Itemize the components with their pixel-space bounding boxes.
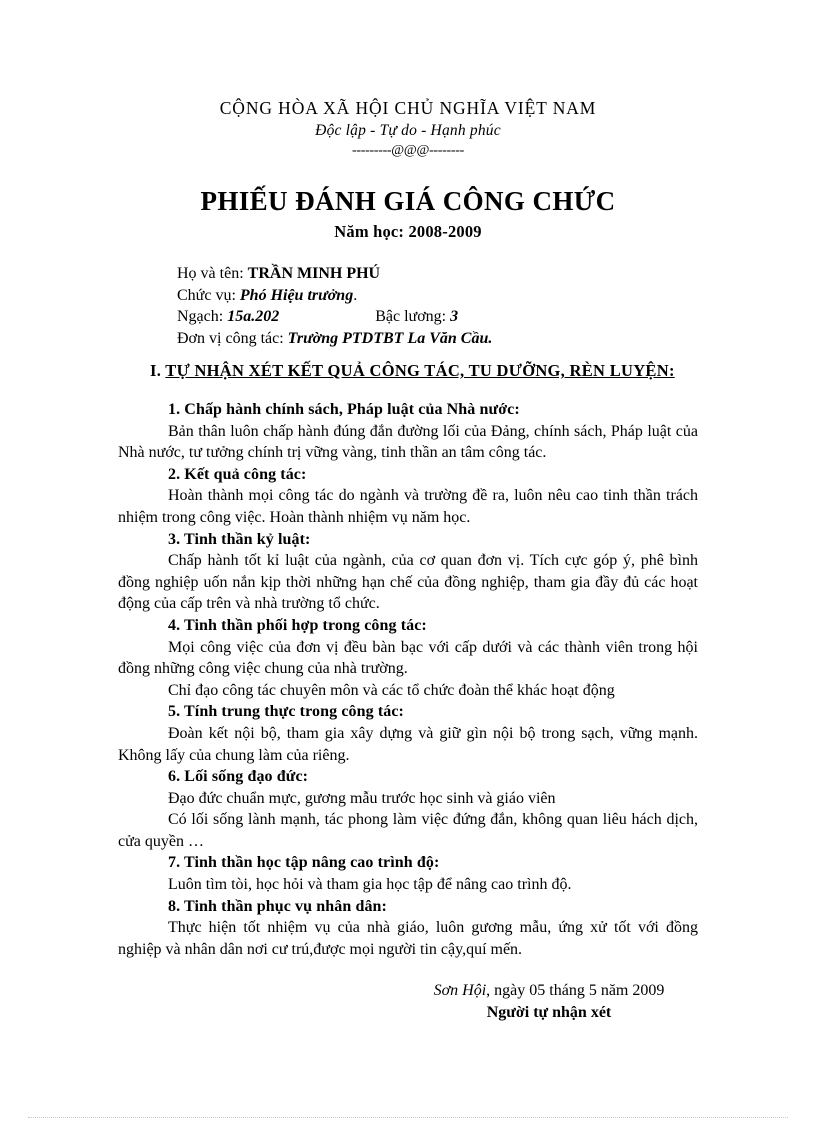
signature-place: Sơn Hội: [433, 982, 487, 999]
item-paragraph: Đoàn kết nội bộ, tham gia xây dựng và giữ gìn nội bộ trong sạch, vững mạnh. Không lấy của chung làm của riêng.: [118, 724, 698, 764]
name-value: TRẦN MINH PHÚ: [247, 265, 381, 282]
item-heading: 4. Tinh thần phối hợp trong công tác:: [168, 616, 427, 634]
item-paragraph: Luôn tìm tòi, học hỏi và tham gia học tập để nâng cao trình độ.: [168, 876, 572, 894]
document-body: [118, 399, 698, 960]
info-row-name: [177, 263, 697, 285]
item-paragraph: Bản thân luôn chấp hành đúng đắn đường lối của Đảng, chính sách, Pháp luật của Nhà nước, tư tưởng chính trị vững vàng, tinh thần an tâm công tác.: [118, 422, 698, 462]
signature-role: Người tự nhận xét: [486, 1004, 612, 1021]
unit-value: Trường PTDTBT La Văn Cầu.: [287, 329, 493, 347]
item-paragraph: Đạo đức chuẩn mực, gương mẫu trước học sinh và giáo viên: [168, 789, 556, 807]
document-header: [108, 98, 708, 160]
item-heading: 1. Chấp hành chính sách, Pháp luật của Nhà nước:: [168, 401, 520, 418]
signature-datearea: [400, 980, 698, 1002]
item-heading: 8. Tinh thần phục vụ nhân dân:: [168, 897, 387, 915]
personal-info-block: [177, 263, 697, 349]
rank-value: 15a.202: [227, 308, 280, 325]
unit-label: Đơn vị công tác:: [177, 329, 284, 347]
position-label: Chức vụ:: [177, 286, 236, 304]
page-title: PHIẾU ĐÁNH GIÁ CÔNG CHỨC: [200, 186, 616, 216]
item-paragraph: Thực hiện tốt nhiệm vụ của nhà giáo, luôn gương mẫu, ứng xử tốt với đồng nghiệp và nhân dân nơi cư trú,được mọi người tin cậy,quí mến.: [118, 919, 698, 958]
national-title: CỘNG HÒA XÃ HỘI CHỦ NGHĨA VIỆT NAM: [219, 98, 597, 118]
position-value: Phó Hiệu trưởng: [239, 286, 354, 304]
info-row-rank: [177, 306, 697, 328]
item-heading: 3. Tinh thần kỷ luật:: [168, 530, 311, 548]
salary-value: 3: [450, 308, 459, 325]
info-row-position: [177, 285, 697, 307]
item-heading: 2. Kết quả công tác:: [168, 465, 307, 483]
item-paragraph: Mọi công việc của đơn vị đều bàn bạc với cấp dưới và các thành viên trong hội đồng những công việc chung của nhà trường.: [118, 638, 698, 678]
rank-label: Ngạch:: [177, 308, 224, 325]
position-suffix: .: [353, 286, 358, 304]
salary-label: Bậc lương:: [375, 308, 447, 325]
footer-divider: [28, 1117, 788, 1119]
item-paragraph: Hoàn thành mọi công tác do ngành và trường đề ra, luôn nêu cao tinh thần trách nhiệm trong công việc. Hoàn thành nhiệm vụ năm học.: [118, 487, 698, 526]
signature-block: [400, 980, 698, 1024]
section-numeral: I.: [150, 361, 162, 380]
section-heading: [150, 361, 675, 381]
signature-date: , ngày 05 tháng 5 năm 2009: [486, 982, 665, 999]
ornament-separator: ---------@@@--------: [352, 142, 464, 158]
section-heading-text: TỰ NHẬN XÉT KẾT QUẢ CÔNG TÁC, TU DƯỠNG, RÈN LUYỆN:: [165, 361, 675, 380]
item-paragraph: Chấp hành tốt kỉ luật của ngành, của cơ quan đơn vị. Tích cực góp ý, phê bình đồng nghiệp uốn nắn kịp thời những hạn chế của đồng nghiệp, tham gia đầy đủ các hoạt động của cấp trên và nhà trường tổ chức.: [118, 552, 698, 613]
name-label: Họ và tên:: [177, 265, 244, 282]
item-paragraph: Chỉ đạo công tác chuyên môn và các tổ chức đoàn thể khác hoạt động: [168, 681, 615, 699]
item-heading: 5. Tính trung thực trong công tác:: [168, 703, 404, 721]
page-subtitle: Năm học: 2008-2009: [334, 222, 482, 241]
national-motto: Độc lập - Tự do - Hạnh phúc: [315, 121, 501, 139]
item-heading: 6. Lối sống đạo đức:: [168, 768, 309, 786]
info-row-unit: [177, 328, 697, 350]
item-paragraph: Có lối sống lành mạnh, tác phong làm việc đứng đắn, không quan liêu hách dịch, cửa quyền …: [118, 811, 698, 850]
item-heading: 7. Tinh thần học tập nâng cao trình độ:: [168, 854, 440, 872]
